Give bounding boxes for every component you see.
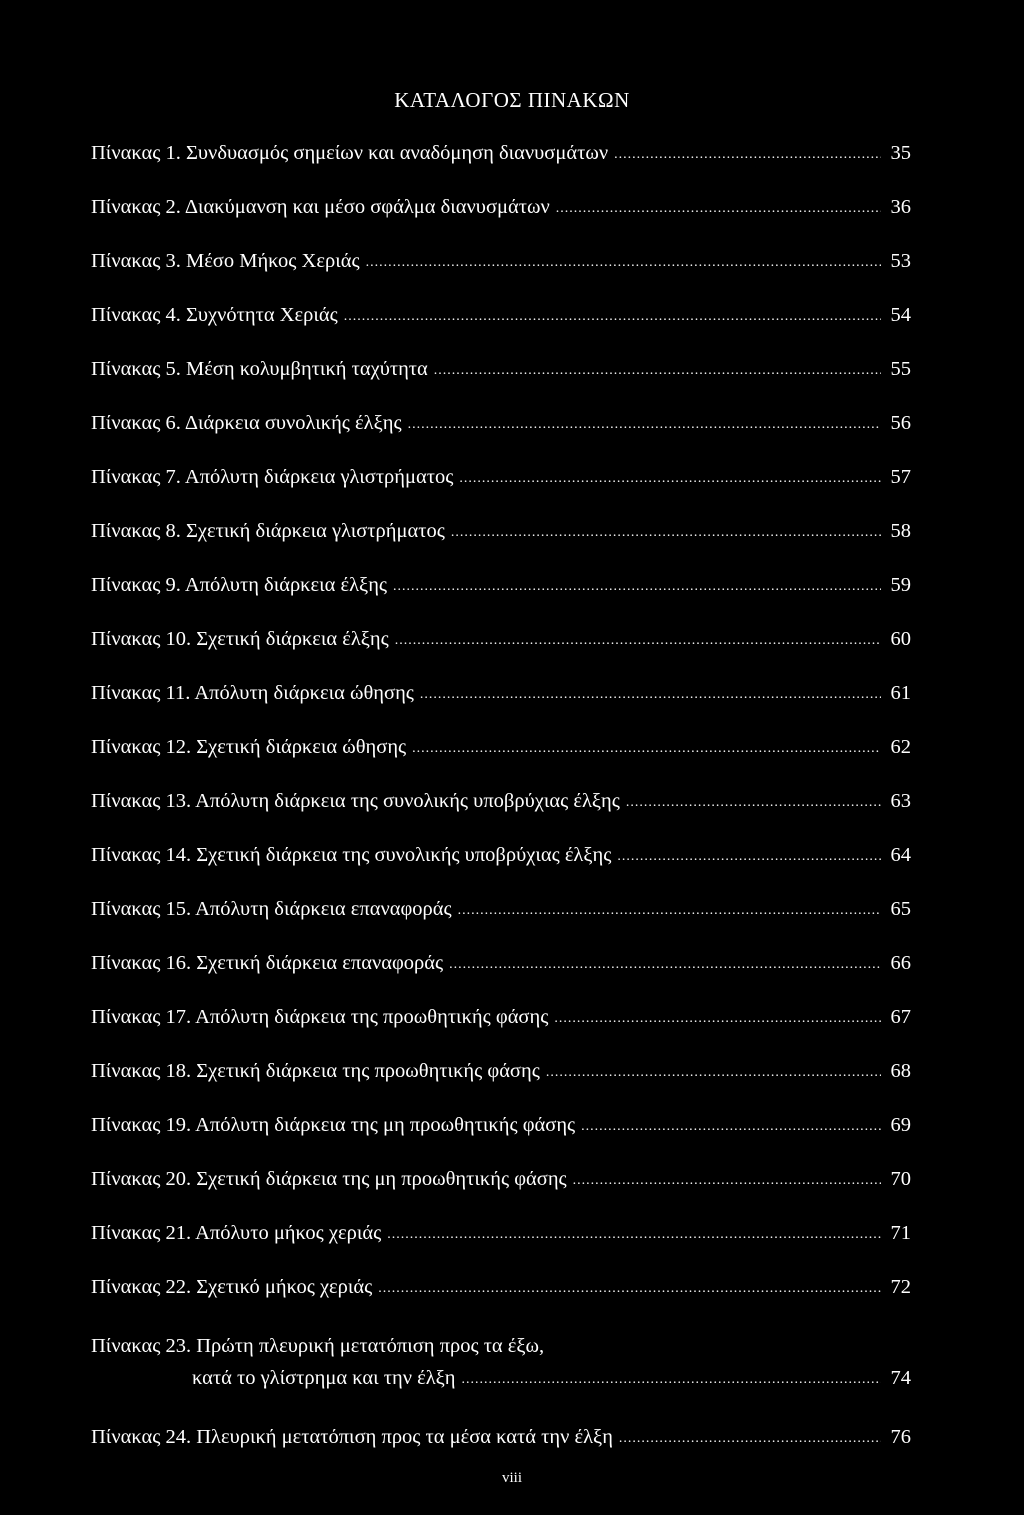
toc-entry-label: Πίνακας 13. Απόλυτη διάρκεια της συνολικής υποβρύχιας έλξης	[91, 790, 620, 812]
toc-entry[interactable]	[91, 466, 911, 520]
dot-leader	[617, 843, 881, 866]
dot-leader	[458, 897, 881, 920]
dot-leader	[462, 1361, 881, 1396]
toc-entry[interactable]	[91, 1276, 911, 1330]
toc-entry-page: 62	[890, 736, 911, 758]
dot-leader	[420, 681, 881, 704]
toc-entry-label: Πίνακας 3. Μέσο Μήκος Χεριάς	[91, 250, 360, 272]
toc-entry[interactable]	[91, 790, 911, 844]
toc-entry-page: 66	[890, 952, 911, 974]
dot-leader	[459, 465, 881, 488]
toc-entry-label: Πίνακας 19. Απόλυτη διάρκεια της μη προωθητικής φάσης	[91, 1114, 576, 1136]
dot-leader	[581, 1113, 881, 1136]
toc-entry-page: 65	[890, 898, 911, 920]
toc-entry[interactable]	[91, 412, 911, 466]
dot-leader	[412, 735, 881, 758]
toc-entry[interactable]	[91, 1330, 911, 1397]
dot-leader	[626, 789, 881, 812]
toc-entry-label: Πίνακας 9. Απόλυτη διάρκεια έλξης	[91, 574, 388, 596]
toc-entry-page: 58	[890, 520, 911, 542]
toc-entry-label: Πίνακας 12. Σχετική διάρκεια ώθησης	[91, 736, 407, 758]
toc-entry-label: Πίνακας 4. Συχνότητα Χεριάς	[91, 304, 338, 326]
toc-entry-page: 60	[890, 628, 911, 650]
page-number: viii	[501, 1470, 522, 1486]
dot-leader	[434, 357, 881, 380]
dot-leader	[344, 303, 881, 326]
toc-entry-page: 74	[890, 1367, 911, 1389]
toc-entry[interactable]	[91, 952, 911, 1006]
toc-entry-label: Πίνακας 8. Σχετική διάρκεια γλιστρήματος	[91, 520, 445, 542]
dot-leader	[378, 1275, 881, 1298]
page-title: ΚΑΤΑΛΟΓΟΣ ΠΙΝΑΚΩΝ	[394, 88, 630, 112]
dot-leader	[614, 141, 881, 164]
toc-entry-continuation	[91, 1362, 911, 1397]
toc-entry-label: Πίνακας 7. Απόλυτη διάρκεια γλιστρήματος	[91, 466, 454, 488]
toc-entry-label: Πίνακας 21. Απόλυτο μήκος χεριάς	[91, 1222, 382, 1244]
toc-entry[interactable]	[91, 1114, 911, 1168]
toc-entry-page: 36	[890, 196, 911, 218]
toc-entry-page: 68	[890, 1060, 911, 1082]
toc-entry-label: Πίνακας 20. Σχετική διάρκεια της μη προωθητικής φάσης	[91, 1168, 567, 1190]
table-of-contents	[91, 142, 911, 1480]
toc-entry-label: Πίνακας 17. Απόλυτη διάρκεια της προωθητικής φάσης	[91, 1006, 549, 1028]
toc-entry[interactable]	[91, 142, 911, 196]
toc-entry-page: 56	[890, 412, 911, 434]
toc-entry-label: Πίνακας 14. Σχετική διάρκεια της συνολικής υποβρύχιας έλξης	[91, 844, 612, 866]
toc-entry-page: 64	[890, 844, 911, 866]
toc-entry-label: Πίνακας 10. Σχετική διάρκεια έλξης	[91, 628, 389, 650]
toc-entry-page: 71	[890, 1222, 911, 1244]
toc-entry-label-line2: κατά το γλίστρημα και την έλξη	[192, 1367, 456, 1389]
toc-entry-page: 69	[890, 1114, 911, 1136]
dot-leader	[408, 411, 881, 434]
toc-entry-page: 61	[890, 682, 911, 704]
dot-leader	[366, 249, 881, 272]
toc-entry[interactable]	[91, 628, 911, 682]
toc-entry[interactable]	[91, 736, 911, 790]
toc-entry[interactable]	[91, 1006, 911, 1060]
toc-entry-label: Πίνακας 5. Μέση κολυμβητική ταχύτητα	[91, 358, 428, 380]
toc-entry-page: 67	[890, 1006, 911, 1028]
toc-entry[interactable]	[91, 358, 911, 412]
dot-leader	[387, 1221, 881, 1244]
toc-entry-page: 76	[890, 1426, 911, 1448]
toc-entry[interactable]	[91, 250, 911, 304]
toc-entry-page: 59	[890, 574, 911, 596]
toc-entry[interactable]	[91, 196, 911, 250]
dot-leader	[573, 1167, 881, 1190]
dot-leader	[449, 951, 881, 974]
toc-entry-page: 57	[890, 466, 911, 488]
toc-entry[interactable]	[91, 574, 911, 628]
dot-leader	[554, 1005, 881, 1028]
toc-entry-label: Πίνακας 1. Συνδυασμός σημείων και αναδόμηση διανυσμάτων	[91, 142, 609, 164]
toc-entry-label: Πίνακας 11. Απόλυτη διάρκεια ώθησης	[91, 682, 414, 704]
toc-entry-label: Πίνακας 23. Πρώτη πλευρική μετατόπιση προς τα έξω,	[91, 1335, 545, 1357]
toc-entry[interactable]	[91, 1222, 911, 1276]
toc-entry-page: 54	[890, 304, 911, 326]
toc-entry-label: Πίνακας 24. Πλευρική μετατόπιση προς τα μέσα κατά την έλξη	[91, 1426, 613, 1448]
toc-entry-label: Πίνακας 22. Σχετικό μήκος χεριάς	[91, 1276, 373, 1298]
toc-entry-label: Πίνακας 18. Σχετική διάρκεια της προωθητικής φάσης	[91, 1060, 540, 1082]
toc-entry-label: Πίνακας 2. Διακύμανση και μέσο σφάλμα διανυσμάτων	[91, 196, 550, 218]
toc-entry-label: Πίνακας 16. Σχετική διάρκεια επαναφοράς	[91, 952, 444, 974]
toc-entry-page: 72	[890, 1276, 911, 1298]
toc-entry-label: Πίνακας 6. Διάρκεια συνολικής έλξης	[91, 412, 402, 434]
toc-entry-label: Πίνακας 15. Απόλυτη διάρκεια επαναφοράς	[91, 898, 452, 920]
dot-leader	[619, 1425, 881, 1448]
dot-leader	[546, 1059, 881, 1082]
toc-entry[interactable]	[91, 898, 911, 952]
toc-entry-page: 53	[890, 250, 911, 272]
toc-entry[interactable]	[91, 1060, 911, 1114]
toc-entry-page: 70	[890, 1168, 911, 1190]
dot-leader	[556, 195, 881, 218]
toc-entry[interactable]	[91, 304, 911, 358]
toc-entry[interactable]	[91, 520, 911, 574]
dot-leader	[451, 519, 881, 542]
toc-entry[interactable]	[91, 682, 911, 736]
toc-entry-page: 55	[890, 358, 911, 380]
dot-leader	[395, 627, 881, 650]
toc-entry[interactable]	[91, 1168, 911, 1222]
toc-entry-page: 35	[890, 142, 911, 164]
toc-entry[interactable]	[91, 844, 911, 898]
dot-leader	[393, 573, 881, 596]
toc-entry-page: 63	[890, 790, 911, 812]
